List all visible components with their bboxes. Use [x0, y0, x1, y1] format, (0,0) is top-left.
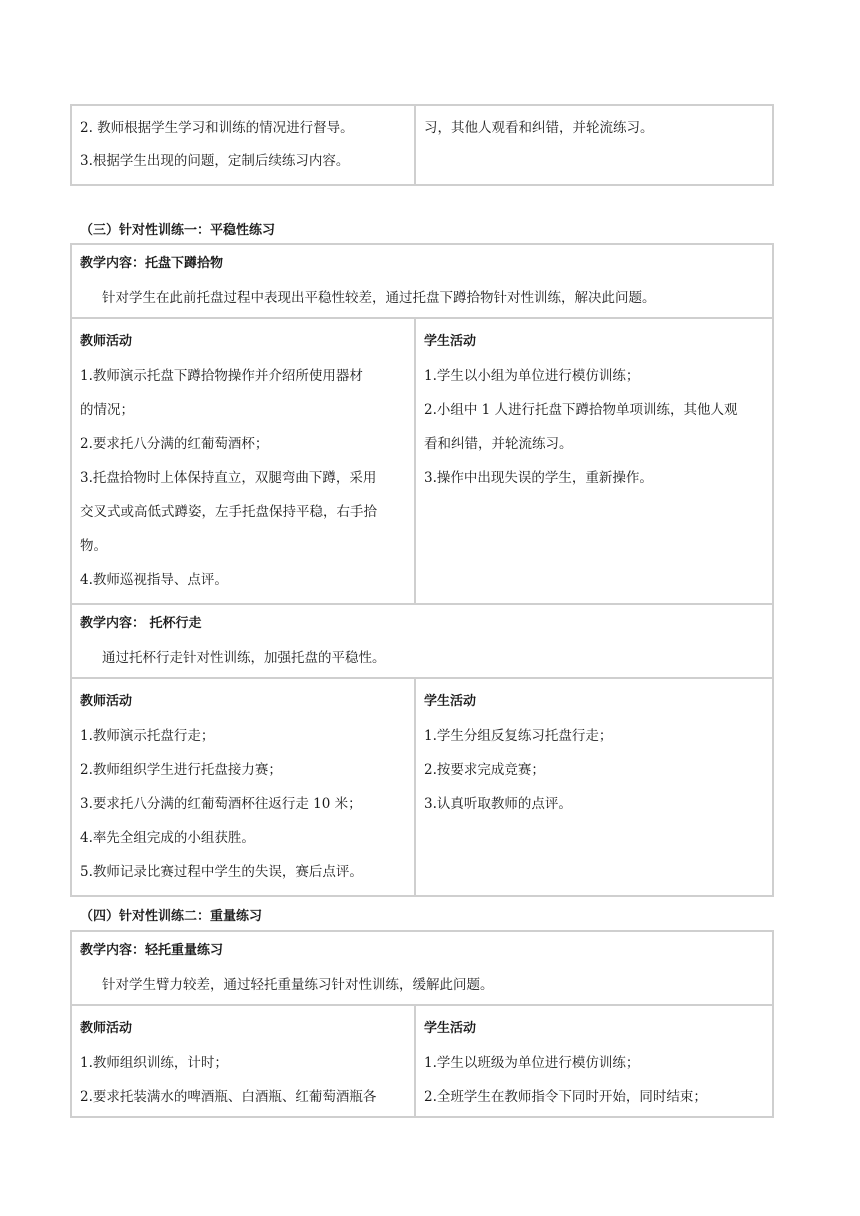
content-row [72, 932, 772, 1004]
content-desc: 针对学生臂力较差，通过轻托重量练习针对性训练，缓解此问题。 [102, 977, 494, 993]
student-title: 学生活动 [424, 694, 477, 709]
content-cell [72, 605, 772, 677]
section-heading: （四）针对性训练二：重量练习 [80, 909, 263, 924]
activity-row [72, 317, 772, 603]
text-line: 4.率先全组完成的小组获胜。 [80, 830, 255, 846]
text-line: 2.全班学生在教师指令下同时开始，同时结束； [424, 1089, 707, 1105]
teacher-title: 教师活动 [80, 1021, 133, 1036]
student-cell [416, 106, 772, 184]
teacher-cell [72, 106, 416, 184]
content-title: 教学内容： 托杯行走 [80, 616, 202, 631]
text-line: 1.教师演示托盘下蹲拾物操作并介绍所使用器材 [80, 368, 363, 384]
activity-row [72, 1004, 772, 1116]
content-title: 教学内容：轻托重量练习 [80, 943, 224, 958]
content-row [72, 603, 772, 677]
text-line: 物。 [80, 538, 107, 554]
teacher-cell [72, 679, 416, 895]
top-table [70, 104, 774, 186]
teacher-title: 教师活动 [80, 334, 133, 349]
content-desc: 通过托杯行走针对性训练，加强托盘的平稳性。 [102, 650, 386, 666]
section-heading: （三）针对性训练一：平稳性练习 [80, 223, 276, 238]
student-title: 学生活动 [424, 1021, 477, 1036]
text-line: 1.教师演示托盘行走； [80, 728, 215, 744]
text-line: 2.按要求完成竞赛； [424, 762, 545, 778]
activity-row [72, 677, 772, 895]
content-cell [72, 245, 772, 317]
text-line: 1.学生以班级为单位进行模仿训练； [424, 1055, 640, 1071]
section4-table [70, 930, 774, 1118]
text-line: 2. 教师根据学生学习和训练的情况进行督导。 [80, 120, 354, 136]
student-cell [416, 319, 772, 603]
student-cell [416, 1006, 772, 1116]
student-cell [416, 679, 772, 895]
text-line: 4.教师巡视指导、点评。 [80, 572, 228, 588]
text-line: 3.认真听取教师的点评。 [424, 796, 572, 812]
text-line: 3.根据学生出现的问题，定制后续练习内容。 [80, 153, 350, 169]
text-line: 2.要求托八分满的红葡萄酒杯； [80, 436, 269, 452]
text-line: 1.教师组织训练，计时； [80, 1055, 228, 1071]
text-line: 2.教师组织学生进行托盘接力赛； [80, 762, 282, 778]
section3-table [70, 243, 774, 897]
text-line: 1.学生分组反复练习托盘行走； [424, 728, 613, 744]
text-line: 的情况； [80, 402, 134, 418]
text-line: 习，其他人观看和纠错，并轮流练习。 [424, 120, 654, 136]
content-row [72, 245, 772, 317]
text-line: 3.操作中出现失误的学生，重新操作。 [424, 470, 653, 486]
teacher-cell [72, 1006, 416, 1116]
text-line: 1.学生以小组为单位进行模仿训练； [424, 368, 640, 384]
student-title: 学生活动 [424, 334, 477, 349]
content-cell [72, 932, 772, 1004]
text-line: 看和纠错，并轮流练习。 [424, 436, 573, 452]
text-line: 交叉式或高低式蹲姿，左手托盘保持平稳，右手拾 [80, 504, 377, 520]
table-row [72, 106, 772, 184]
text-line: 3.托盘拾物时上体保持直立，双腿弯曲下蹲，采用 [80, 470, 377, 486]
content-title: 教学内容：托盘下蹲拾物 [80, 256, 224, 271]
text-line: 2.要求托装满水的啤酒瓶、白酒瓶、红葡萄酒瓶各 [80, 1089, 377, 1105]
content-desc: 针对学生在此前托盘过程中表现出平稳性较差，通过托盘下蹲拾物针对性训练，解决此问题。 [102, 290, 656, 306]
teacher-title: 教师活动 [80, 694, 133, 709]
text-line: 3.要求托八分满的红葡萄酒杯往返行走 10 米； [80, 796, 362, 812]
text-line: 2.小组中 1 人进行托盘下蹲拾物单项训练，其他人观 [424, 402, 738, 418]
text-line: 5.教师记录比赛过程中学生的失误，赛后点评。 [80, 864, 363, 880]
teacher-cell [72, 319, 416, 603]
